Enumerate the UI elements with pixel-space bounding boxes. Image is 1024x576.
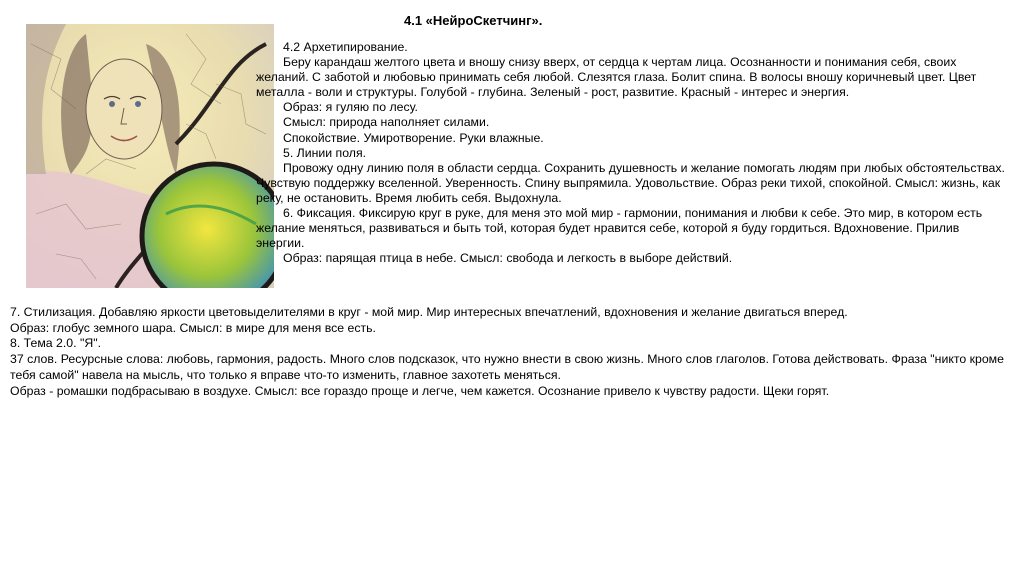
paragraph-calm: Спокойствие. Умиротворение. Руки влажные.: [283, 130, 544, 145]
sketch-portrait-image: [26, 24, 274, 288]
page-title: 4.1 «НейроСкетчинг».: [404, 13, 543, 28]
right-text-block: [256, 40, 1011, 266]
artwork-svg: [26, 24, 274, 288]
paragraph-fixation: 6. Фиксация. Фиксирую круг в руке, для меня это мой мир - гармонии, понимания и любви к себе. Это мир, в котором есть желание меняться, развиваться и быть той, которая будет нравится себе, которой я буду гордиться. Вдохновение. Прилив энергии.: [256, 206, 983, 251]
paragraph-field-lines-heading: 5. Линии поля.: [283, 145, 367, 160]
paragraph-image-forest: Образ: я гуляю по лесу.: [283, 100, 418, 115]
paragraph-meaning-nature: Смысл: природа наполняет силами.: [283, 115, 490, 130]
paragraph-image-bird: Образ: парящая птица в небе. Смысл: свобода и легкость в выборе действий.: [283, 251, 733, 266]
paragraph-field-lines-body: Провожу одну линию поля в области сердца. Сохранить душевность и желание помогать людям при любых обстоятельствах. Чувствую поддержку вселенной. Уверенность. Спину выпрямила. Удовольствие. Образ реки тихой, спокойной. Смысл: жизнь, как реку, не остановить. Время любить себя. Выдохнула.: [256, 160, 1005, 205]
paragraph-stylization: 7. Стилизация. Добавляю яркости цветовыделителями в круг - мой мир. Мир интересных впечатлений, вдохновения и желание двигаться вперед.: [10, 305, 848, 319]
paragraph-image-daisies: Образ - ромашки подбрасываю в воздухе. Смысл: все гораздо проще и легче, чем кажется. Осознание привело к чувству радости. Щеки горят.: [10, 383, 830, 398]
paragraph-image-globe: Образ: глобус земного шара. Смысл: в мире для меня все есть.: [10, 320, 376, 335]
paragraph-theme-heading: 8. Тема 2.0. "Я".: [10, 336, 101, 351]
paragraph-archetyping-body: Беру карандаш желтого цвета и вношу снизу вверх, от сердца к чертам лица. Осознанности и понимания себя, своих желаний. С заботой и любовью принимать себя любой. Слезятся глаза. Болит спина. В волосы вношу коричневый цвет. Цвет металла - воли и структуры. Голубой - глубина. Зеленый - рост, развитие. Красный - интерес и энергия.: [256, 55, 977, 100]
paragraph-37-words: 37 слов. Ресурсные слова: любовь, гармония, радость. Много слов подсказок, что нужно внести в свою жизнь. Много слов глаголов. Готова действовать. Фраза "никто кроме тебя самой" навела на мысль, что только я вправе что-то изменить, главное захотеть меняться.: [10, 352, 1004, 382]
bottom-text-block: [10, 305, 1010, 399]
paragraph-archetyping-heading: 4.2 Архетипирование.: [283, 40, 408, 54]
